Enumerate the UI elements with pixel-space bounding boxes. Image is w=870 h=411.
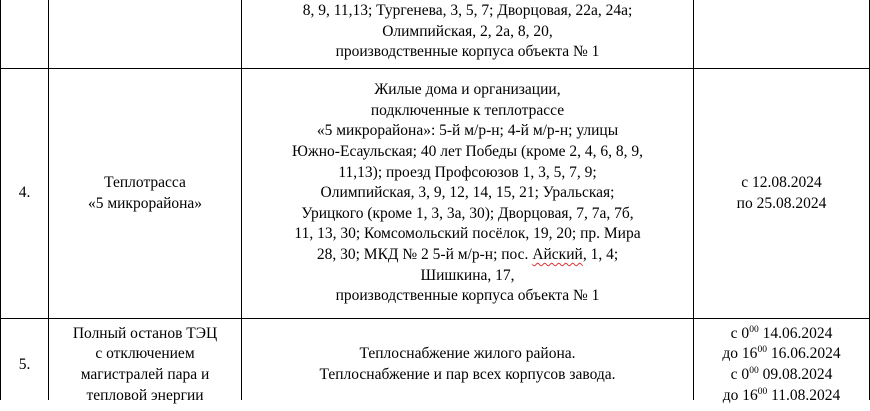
consumers-line [317, 245, 618, 266]
misspelled-word: Айский [532, 245, 583, 263]
consumers-line: Теплоснабжение жилого района. [359, 345, 576, 363]
period-line: по 25.08.2024 [736, 194, 827, 212]
object-line: магистралей пара и [80, 366, 210, 383]
period [694, 69, 869, 318]
row-number [1, 69, 48, 318]
row-number-text: 4. [18, 184, 31, 202]
period-line: до $16^{00}$ 16.06.2024 [722, 345, 841, 363]
consumers-line: производственные корпуса объекта № 1 [335, 43, 600, 61]
consumers-line: Шишкина, 17, [420, 266, 515, 284]
consumers-text: , 1, 4; [582, 245, 619, 263]
object-line: Теплотрасса [104, 173, 186, 191]
period-line: до $16^{00}$ 11.08.2024 [722, 386, 841, 404]
object-line: «5 микрорайона» [87, 194, 203, 212]
row-number [1, 319, 48, 411]
object-line: с отключением [95, 345, 195, 363]
consumers-line: Жилые дома и организации, [374, 81, 561, 99]
row-number-text: 5. [18, 355, 31, 373]
period [694, 319, 869, 411]
consumers-line: Теплоснабжение и пар всех корпусов завода. [319, 366, 616, 383]
consumers-text: 28, 30; МКД № 2 5-й м/р-н; пос. [316, 245, 529, 263]
consumers-line: 11,13); проезд Профсоюзов 1, 3, 5, 7, 9; [338, 163, 597, 181]
object-line: тепловой энергии [86, 386, 204, 404]
consumers-line: производственные корпуса объекта № 1 [335, 287, 600, 305]
consumers-line: 8, 9, 11,13; Тургенева, 3, 5, 7; Дворцовая, 22а, 24а; [302, 2, 633, 20]
consumers-line: Олимпийская, 2, 2а, 8, 20, [382, 22, 553, 40]
consumers-line: Урицкого (кроме 1, 3, 3а, 30); Дворцовая, 7, 7а, 7б, [301, 204, 634, 222]
consumers-line: подключенные к теплотрассе [370, 101, 565, 119]
object-name [49, 69, 241, 318]
period-line: с $0^{00}$ 09.08.2024 [730, 366, 833, 383]
consumers [242, 319, 693, 411]
object-line: Полный останов ТЭЦ [72, 324, 218, 342]
consumers [242, 69, 693, 318]
consumers-line: Олимпийская, 3, 9, 12, 14, 15, 21; Уральская; [320, 184, 615, 202]
object-name [49, 319, 241, 411]
period-line: с 12.08.2024 [741, 173, 822, 191]
consumers-line: «5 микрорайона»: 5-й м/р-н; 4-й м/р-н; улицы [316, 122, 619, 140]
period-line: с $0^{00}$ 14.06.2024 [730, 324, 833, 342]
consumers-line: Южно-Есаульская; 40 лет Победы (кроме 2, 4, 6, 8, 9, [291, 143, 644, 161]
consumers-line: 11, 13, 30; Комсомольский посёлок, 19, 20; пр. Мира [294, 225, 641, 243]
table-row [242, 0, 693, 68]
